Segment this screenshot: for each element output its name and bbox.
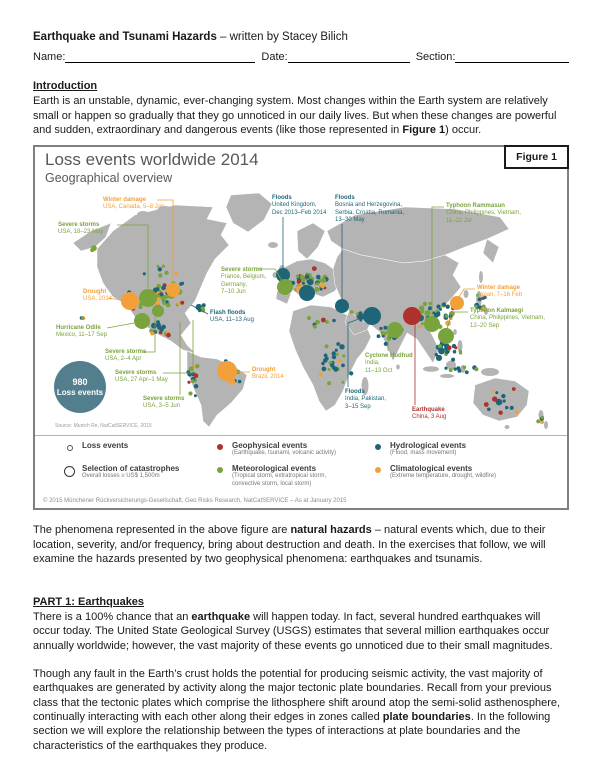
legend-item-meteorological: Meteorological events (Tropical storm, extratropical storm, convective storm, local storm) [213, 462, 371, 491]
map-annotations [35, 189, 567, 434]
map-annotation-winter-damage-japan: Winter damage Japan, 7–16 Feb [477, 285, 523, 299]
map-annotation-severe-storms-jun-eu: Severe storms France, Belgium, Germany, 7–10 Jun [221, 267, 267, 295]
map-annotation-drought-usa: Drought USA, 2014 [83, 289, 113, 303]
legend-item-geophysical: Geophysical events (Earthquake, tsunami, volcanic activity) [213, 439, 371, 462]
page-title: Earthquake and Tsunami Hazards – written by Stacey Bilich [33, 31, 348, 43]
legend [63, 439, 565, 491]
climatological-dot-icon [371, 464, 384, 473]
after-figure-paragraph: The phenomena represented in the above figure are natural hazards – natural events which, due to their location, severity, and/or frequency, bring about destruction and death. In the exercises that follow, we will examine the hazards presented by two geophysical phenomena: earthquakes and tsunamis. [33, 524, 546, 565]
meteorological-dot-icon [213, 464, 226, 473]
hydrological-dot-icon [371, 441, 384, 450]
loss-events-label: Loss events [56, 388, 104, 398]
legend-item-climatological: Climatological events (Extreme temperature, drought, wildfire) [371, 462, 565, 491]
map-annotation-severe-storms-apr: Severe storms USA, 2–4 Apr [105, 349, 147, 363]
map-source: Source: Munich Re, NatCatSERVICE, 2015 [55, 423, 152, 430]
figure-badge: Figure 1 [504, 145, 569, 169]
map-annotation-hurricane-odile: Hurricane Odile Mexico, 11–17 Sep [56, 325, 107, 339]
intro-paragraph: Earth is an unstable, dynamic, ever-changing system. Most changes within the Earth system are relatively small or happen so gradually that they go unnoticed in our daily lives. But when these changes are powerful and sudden, extraordinary and dangerous events (like those represented in Figure 1) occur. [33, 95, 557, 136]
part1-paragraph-1: There is a 100% chance that an earthquake will happen today. In fact, several hundred earthquakes will occur today. The United State Geological Survey (USGS) estimates that several million earthquakes occur annually worldwide; however, the vast majority of these events go unnoticed due to their small magnitudes. [33, 611, 553, 652]
legend-item-loss-events: Loss events [63, 439, 213, 462]
map-annotation-typhoon-kalmaegi: Typhoon Kalmaegi China, Philippines, Vietnam, 12–20 Sep [470, 308, 545, 329]
map-annotation-earthquake-china: Earthquake China, 3 Aug [412, 407, 447, 421]
map-annotation-typhoon-rammasun: Typhoon Rammasun China, Philippines, Vietnam, 11–22 Jul [446, 203, 521, 224]
legend-item-selection-of-catastrophes: Selection of catastrophes Overall losses ≥ US$ 1,500m [63, 462, 213, 491]
date-field-line [288, 50, 410, 63]
intro-heading: Introduction [33, 80, 98, 93]
map-annotation-severe-storms-may: Severe storms USA, 18–23 May [58, 222, 104, 236]
loss-event-marker-icon [63, 441, 76, 451]
map-annotation-floods-india-pakistan: Floods India, Pakistan, 3–15 Sep [345, 389, 387, 410]
map-annotation-winter-damage-usa: Winter damage USA, Canada, 5–8 Jan [103, 197, 165, 211]
header-fields [33, 47, 569, 63]
map-annotation-severe-storms-apr-may: Severe storms USA, 27 Apr–1 May [115, 370, 168, 384]
map-annotation-severe-storms-jun-us: Severe storms USA, 3–5 Jun [143, 396, 185, 410]
map-annotation-flash-floods: Flash floods USA, 11–13 Aug [210, 310, 254, 324]
geophysical-dot-icon [213, 441, 226, 450]
name-field-line [65, 50, 255, 63]
map-annotation-cyclone-hudhud: Cyclone Hudhud India, 11–13 Oct [365, 353, 413, 374]
world-map [35, 189, 567, 434]
map-annotation-floods-uk: Floods United Kingdom, Dec 2013–Feb 2014 [272, 195, 327, 216]
figure-copyright: © 2015 Münchener Rückversicherungs-Gesellschaft, Geo Risks Research, NatCatSERVICE – As at January 2015 [43, 498, 347, 505]
map-annotation-drought-brazil: Drought Brazil, 2014 [252, 367, 284, 381]
catastrophe-circle-icon [63, 464, 76, 477]
legend-item-hydrological: Hydrological events (Flood, mass movement) [371, 439, 565, 462]
map-annotation-floods-balkans: Floods Bosnia and Herzegovina, Serbia, Croatia, Romania, 13–30 May [335, 195, 405, 223]
figure-title: Loss events worldwide 2014 [45, 150, 259, 170]
name-field-label: Name: [33, 51, 66, 64]
figure-1 [33, 145, 569, 510]
loss-events-count: 980 [72, 377, 88, 388]
legend-divider [35, 435, 567, 436]
part1-paragraph-2: Though any fault in the Earth’s crust holds the potential for producing seismic activity, the vast majority of earthquakes are generated by activity along the major tectonic plate boundaries. Recall from your previous class that the tectonic plates which comprise the lithosphere shift around atop the semi-solid asthenosphere, continually interacting with each other along their edges in zones called plate boundaries. In the following section we will explore the relationship between the types of interactions at plate boundaries and the characteristics of the earthquakes they produce. [33, 668, 561, 752]
section-field-line [455, 50, 569, 63]
section-field-label: Section: [415, 51, 456, 64]
figure-subtitle: Geographical overview [45, 171, 173, 186]
date-field-label: Date: [261, 51, 288, 64]
part1-heading: PART 1: Earthquakes [33, 596, 145, 609]
